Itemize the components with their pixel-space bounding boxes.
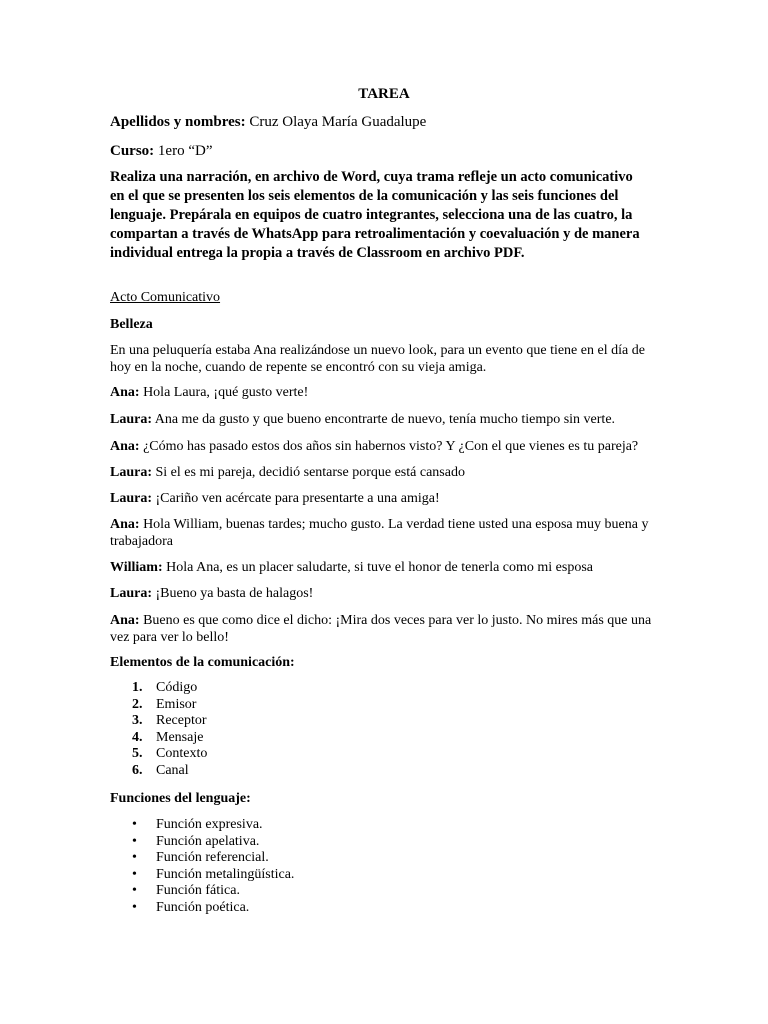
list-item [110,730,207,747]
item-number: 1. [132,680,143,695]
item-label: Función fática. [156,883,240,899]
item-label: Receptor [156,713,207,729]
item-label: Código [156,680,198,695]
dialogue-line [110,411,660,428]
story-intro: En una peluquería estaba Ana realizándose un nuevo look, para un evento que tiene en el día de hoy en la noche, cuando de repente se encontró con su vieja amiga. [110,343,645,375]
document-title: TAREA [358,86,410,102]
course-label: Curso: [110,143,155,159]
item-label: Función metalingüística. [156,866,295,882]
course-line [110,143,212,160]
elements-heading: Elementos de la comunicación: [110,655,295,670]
list-item [110,746,207,763]
name-value: Cruz Olaya María Guadalupe [249,114,427,130]
item-label: Función expresiva. [156,817,263,832]
item-label: Mensaje [156,729,204,745]
speaker: Ana: [110,517,140,532]
dialogue-line [110,559,660,576]
dialogue-text: ¡Cariño ven acércate para presentarte a una amiga! [152,491,440,506]
item-number: 6. [132,762,143,778]
dialogue-line [110,490,660,507]
item-number: 2. [132,696,143,712]
dialogue-text: Hola William, buenas tardes; mucho gusto. La verdad tiene usted una esposa muy buena y trabajadora [110,517,649,549]
list-item [110,850,294,867]
speaker: Laura: [110,491,152,506]
dialogue-line [110,464,660,481]
list-item [110,713,207,730]
item-label: Emisor [156,696,197,712]
functions-list [110,817,294,917]
bullet-icon: • [132,883,137,899]
item-number: 3. [132,713,143,729]
speaker: Laura: [110,412,152,427]
list-item [110,680,207,697]
course-value: 1ero “D” [157,143,213,159]
dialogue-text: Hola Laura, ¡qué gusto verte! [139,385,309,400]
list-item [110,817,294,834]
dialogue-line [110,516,660,550]
dialogue-text: ¡Bueno ya basta de halagos! [152,586,314,601]
speaker: Ana: [110,385,140,400]
bullet-icon: • [132,817,137,832]
item-label: Función apelativa. [156,833,260,849]
speaker: Ana: [110,613,140,628]
dialogue-text: Bueno es que como dice el dicho: ¡Mira dos veces para ver lo justo. No mires más que una vez para ver lo bello! [110,613,652,645]
speaker: William: [110,560,163,575]
list-item [110,883,294,900]
item-number: 4. [132,729,143,745]
speaker: Ana: [110,439,140,454]
item-label: Función poética. [156,899,250,915]
list-item [110,867,294,884]
bullet-icon: • [132,850,137,866]
item-label: Función referencial. [156,850,269,866]
dialogue-text: ¿Cómo has pasado estos dos años sin habernos visto? Y ¿Con el que vienes es tu pareja? [139,439,639,454]
speaker: Laura: [110,465,152,480]
item-label: Contexto [156,746,208,762]
story-title: Belleza [110,317,153,332]
list-item [110,697,207,714]
list-item [110,763,207,780]
dialogue-line [110,438,660,455]
functions-heading: Funciones del lenguaje: [110,791,251,806]
dialogue-text: Ana me da gusto y que bueno encontrarte de nuevo, tenía mucho tiempo sin verte. [152,412,616,427]
bullet-icon: • [132,866,137,882]
elements-list [110,680,207,780]
dialogue-line [110,612,660,646]
name-label: Apellidos y nombres: [110,114,246,130]
dialogue-line [110,384,660,401]
dialogue-text: Si el es mi pareja, decidió sentarse porque está cansado [152,465,465,480]
list-item [110,834,294,851]
section-title: Acto Comunicativo [110,290,221,305]
list-item [110,900,294,917]
item-number: 5. [132,746,143,762]
dialogue-line [110,585,660,602]
speaker: Laura: [110,586,152,601]
bullet-icon: • [132,899,137,915]
name-line [110,114,426,131]
dialogue-text: Hola Ana, es un placer saludarte, si tuve el honor de tenerla como mi esposa [162,560,594,575]
item-label: Canal [156,762,189,778]
bullet-icon: • [132,833,137,849]
task-instructions: Realiza una narración, en archivo de Word, cuya trama refleje un acto comunicativo en el que se presenten los seis elementos de la comunicación y las seis funciones del lenguaje. Prepárala en equipos de cuatro integrantes, selecciona una de las cuatro, la compartan a través de WhatsApp para retroalimentación y coevaluación y de manera individual entrega la propia a través de Classroom en archivo PDF. [110,169,640,261]
